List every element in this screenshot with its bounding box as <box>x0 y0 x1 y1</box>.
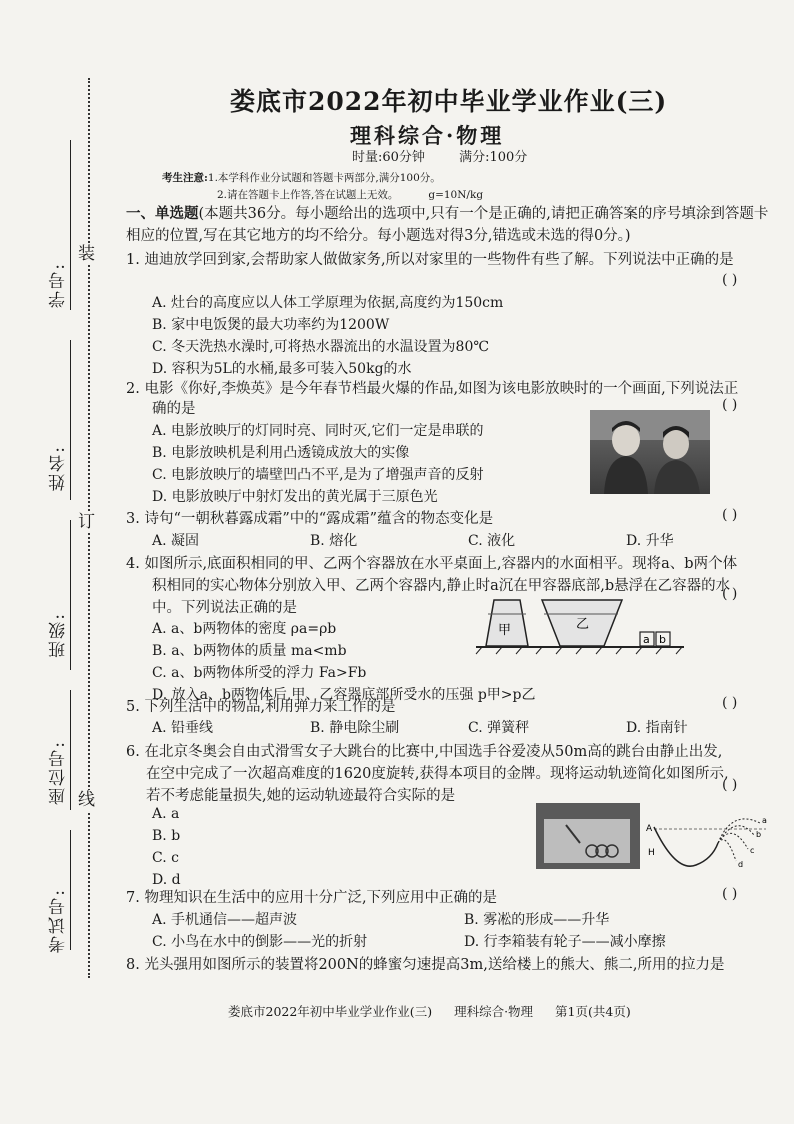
time-limit: 时量:60分钟 <box>352 150 425 165</box>
question-6-stem-line-1: 6. 在北京冬奥会自由式滑雪女子大跳台的比赛中,中国选手谷爱凌从50m高的跳台由静止出发, <box>126 744 723 760</box>
traj-a-label: a <box>762 816 767 825</box>
traj-d-label: d <box>738 860 744 869</box>
containers-figure <box>472 590 687 660</box>
movie-scene-figure <box>590 410 710 494</box>
binding-char-zhuang: 装 <box>78 244 95 264</box>
question-4-stem-line-1: 4. 如图所示,底面积相同的甲、乙两个容器放在水平桌面上,容器内的水面相平。现将a、b两个体 <box>126 556 738 572</box>
containers-diagram <box>472 590 687 656</box>
exam-meta <box>352 146 527 165</box>
full-score: 满分:100分 <box>459 150 528 165</box>
label-yi: 乙 <box>576 617 590 632</box>
footer-page-number: 第1页(共4页) <box>555 1004 631 1019</box>
notice-label: 考生注意: <box>162 172 208 184</box>
question-1-stem: 1. 迪迪放学回到家,会帮助家人做做家务,所以对家里的一些物件有些了解。下列说法中正确的是 <box>126 252 734 268</box>
question-6-stem-line-3: 若不考虑能量损失,她的运动轨迹最符合实际的是 <box>146 788 456 804</box>
section-text: (本题共36分。每小题给出的选项中,只有一个是正确的,请把正确答案的序号填涂到答题卡相应的位置,写在其它地方的均不给分。每小题选对得3分,错选或未选的得0分。) <box>126 206 769 244</box>
binding-char-ding: 订 <box>78 512 95 532</box>
q3-option-d: D. 升华 <box>626 533 674 549</box>
page-subtitle: 理科综合·物理 <box>350 123 505 148</box>
q3-option-a: A. 凝固 <box>152 533 200 549</box>
q3-option-b: B. 熔化 <box>310 533 358 549</box>
footer-subject: 理科综合·物理 <box>454 1004 534 1019</box>
answer-paren-1[interactable]: ( ) <box>722 272 738 288</box>
q4-option-b: B. a、b两物体的质量 ma<mb <box>152 643 347 659</box>
question-2-stem-line-1: 2. 电影《你好,李焕英》是今年春节档最火爆的作品,如图为该电影放映时的一个画面,下列说法正 <box>126 381 739 397</box>
traj-b-label: b <box>756 830 762 839</box>
traj-c-label: c <box>750 846 755 855</box>
field-line-seat[interactable] <box>70 690 71 810</box>
height-h-label: H <box>648 848 655 858</box>
answer-paren-7[interactable]: ( ) <box>722 886 738 902</box>
field-label-exam-no: 考试号: <box>49 888 69 953</box>
binding-char-xian: 线 <box>78 790 95 810</box>
q4-option-d: D. 放入a、b两物体后,甲、乙容器底部所受水的压强 p甲>p乙 <box>152 687 536 703</box>
question-2-stem-line-2: 确的是 <box>152 401 196 417</box>
q6-option-a: A. a <box>152 806 180 822</box>
question-6-stem-line-2: 在空中完成了一次超高难度的1620度旋转,获得本项目的金牌。现将运动轨迹简化如图所示, <box>146 766 729 782</box>
field-label-seat: 座位号: <box>49 740 69 805</box>
q6-option-b: B. b <box>152 828 181 844</box>
q1-option-b: B. 家中电饭煲的最大功率约为1200W <box>152 317 390 333</box>
q2-option-b: B. 电影放映机是利用凸透镜成放大的实像 <box>152 445 410 461</box>
field-label-student-id: 学号: <box>49 262 69 308</box>
notice-line-2: 2.请在答题卡上作答,答在试题上无效。 <box>217 189 399 201</box>
question-8-stem: 8. 光头强用如图所示的装置将200N的蜂蜜匀速提高3m,送给楼上的熊大、熊二,所用的拉力是 <box>126 957 725 973</box>
q5-option-b: B. 静电除尘刷 <box>310 720 400 736</box>
movie-scene-photo <box>590 410 710 494</box>
candidate-notice <box>162 170 483 204</box>
q1-option-a: A. 灶台的高度应以人体工学原理为依据,高度约为150cm <box>152 295 504 311</box>
q1-option-d: D. 容积为5L的水桶,最多可装入50kg的水 <box>152 361 412 377</box>
page-title: 娄底市2022年初中毕业学业作业(三) <box>230 87 668 116</box>
answer-paren-3[interactable]: ( ) <box>722 507 738 523</box>
label-a: a <box>643 633 650 646</box>
answer-paren-6[interactable]: ( ) <box>722 777 738 793</box>
answer-paren-4[interactable]: ( ) <box>722 586 738 602</box>
q5-option-a: A. 铅垂线 <box>152 720 214 736</box>
q7-option-d: D. 行李箱装有轮子——减小摩擦 <box>464 934 666 950</box>
question-4-stem-line-3: 中。下列说法正确的是 <box>152 600 297 616</box>
q2-option-c: C. 电影放映厅的墙壁凹凸不平,是为了增强声音的反射 <box>152 467 484 483</box>
field-label-name: 姓名: <box>49 445 69 491</box>
notice-line-1: 1.本学科作业分试题和答题卡两部分,满分100分。 <box>207 172 441 184</box>
q4-option-c: C. a、b两物体所受的浮力 Fa>Fb <box>152 665 367 681</box>
q2-option-d: D. 电影放映厅中射灯发出的黄光属于三原色光 <box>152 489 438 505</box>
q3-option-c: C. 液化 <box>468 533 516 549</box>
q3-options <box>152 530 784 550</box>
footer-title: 娄底市2022年初中毕业学业作业(三) <box>228 1004 433 1019</box>
q5-options <box>152 717 784 737</box>
answer-paren-2[interactable]: ( ) <box>722 397 738 413</box>
answer-paren-5[interactable]: ( ) <box>722 695 738 711</box>
question-5-stem: 5. 下列生活中的物品,利用弹力来工作的是 <box>126 699 396 715</box>
field-line-student-id[interactable] <box>70 140 71 310</box>
ski-jump-diagram <box>536 803 772 873</box>
q6-option-c: C. c <box>152 850 179 866</box>
field-label-class: 班级: <box>49 612 69 658</box>
q2-option-a: A. 电影放映厅的灯同时亮、同时灭,它们一定是串联的 <box>152 423 484 439</box>
gravity-constant: g=10N/kg <box>428 189 484 201</box>
section-title: 一、单选题 <box>126 205 199 222</box>
ski-jump-figure <box>536 803 772 877</box>
q5-option-c: C. 弹簧秤 <box>468 720 530 736</box>
field-line-name[interactable] <box>70 340 71 500</box>
q7-option-a: A. 手机通信——超声波 <box>152 912 298 928</box>
question-7-stem: 7. 物理知识在生活中的应用十分广泛,下列应用中正确的是 <box>126 890 498 906</box>
q1-option-c: C. 冬天洗热水澡时,可将热水器流出的水温设置为80℃ <box>152 339 490 355</box>
label-b: b <box>659 633 666 646</box>
point-a-label: A <box>646 824 653 834</box>
field-line-exam-no[interactable] <box>70 830 71 950</box>
section-instructions <box>126 203 771 247</box>
q5-option-d: D. 指南针 <box>626 720 688 736</box>
q4-option-a: A. a、b两物体的密度 ρa=ρb <box>152 621 337 637</box>
label-jia: 甲 <box>498 623 512 638</box>
question-3-stem: 3. 诗句“一朝秋暮露成霜”中的“露成霜”蕴含的物态变化是 <box>126 511 494 527</box>
question-4-stem-line-2: 积相同的实心物体分别放入甲、乙两个容器内,静止时a沉在甲容器底部,b悬浮在乙容器的水 <box>152 578 731 594</box>
q6-option-d: D. d <box>152 872 181 888</box>
page-footer <box>228 1002 631 1020</box>
field-line-class[interactable] <box>70 520 71 670</box>
q7-option-c: C. 小鸟在水中的倒影——光的折射 <box>152 934 368 950</box>
q7-option-b: B. 雾凇的形成——升华 <box>464 912 610 928</box>
